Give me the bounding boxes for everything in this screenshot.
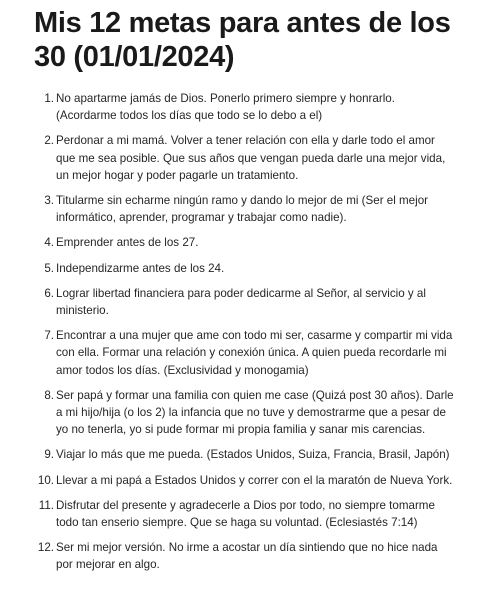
list-item-number: 3. [44,194,54,208]
list-item [34,327,457,379]
list-item [34,539,457,573]
list-item-text: Perdonar a mi mamá. Volver a tener relación con ella y darle todo el amor que me sea posible. Que sus años que vengan pueda darle una mejor vida, un mejor hogar y poder pagarle un tratamiento. [56,134,446,182]
list-item [34,192,457,226]
list-item [34,472,457,489]
list-item-number: 7. [44,329,54,343]
list-item [34,234,457,251]
goals-list [34,90,457,574]
list-item-text: Encontrar a una mujer que ame con todo mi ser, casarme y compartir mi vida con ella. Formar una relación y conexión única. A quien pueda recordarle mi amor todos los días. (Exclusividad y monogamia) [56,329,453,377]
list-item-number: 5. [44,261,54,275]
list-item [34,285,457,319]
list-item-text: Disfrutar del presente y agradecerle a Dios por todo, no siempre tomarme todo tan enserio siempre. Que se haga su voluntad. (Eclesiastés 7:14) [56,498,435,530]
page-title: Mis 12 metas para antes de los 30 (01/01/2024) [34,7,451,73]
list-item-number: 11. [38,498,54,512]
list-item-text: No apartarme jamás de Dios. Ponerlo primero siempre y honrarlo. (Acordarme todos los días que todo se lo debo a el) [56,92,395,123]
list-item-text: Titularme sin echarme ningún ramo y dando lo mejor de mi (Ser el mejor informático, aprender, programar y trabajar como nadie). [56,194,429,225]
list-item-number: 9. [44,448,54,462]
list-item-number: 6. [44,286,54,300]
list-item-number: 10. [37,473,54,487]
list-item-number: 4. [44,236,54,250]
list-item [34,387,457,439]
list-item [34,497,457,531]
list-item-number: 8. [44,388,54,402]
list-item-text: Independizarme antes de los 24. [56,261,225,275]
list-item-text: Emprender antes de los 27. [56,236,199,250]
list-item [34,90,457,124]
list-item-text: Viajar lo más que me pueda. (Estados Unidos, Suiza, Francia, Brasil, Japón) [56,448,450,462]
list-item-number: 12. [37,541,54,555]
list-item [34,260,457,277]
list-item [34,446,457,463]
list-item-text: Lograr libertad financiera para poder dedicarme al Señor, al servicio y al ministerio. [56,286,426,318]
list-item-number: 1. [44,92,54,105]
list-item-text: Ser papá y formar una familia con quien me case (Quizá post 30 años). Darle a mi hijo/hija (o los 2) la infancia que no tuve y demostrarme que a pesar de yo no tenerla, yo si pude formar mi propia familia y sanar mis carencias. [56,388,454,437]
list-item [34,132,457,184]
list-item-text: Llevar a mi papá a Estados Unidos y correr con el la maratón de Nueva York. [56,473,453,487]
list-item-text: Ser mi mejor versión. No irme a acostar un día sintiendo que no hice nada por mejorar en algo. [56,541,438,572]
list-item-number: 2. [44,134,54,148]
